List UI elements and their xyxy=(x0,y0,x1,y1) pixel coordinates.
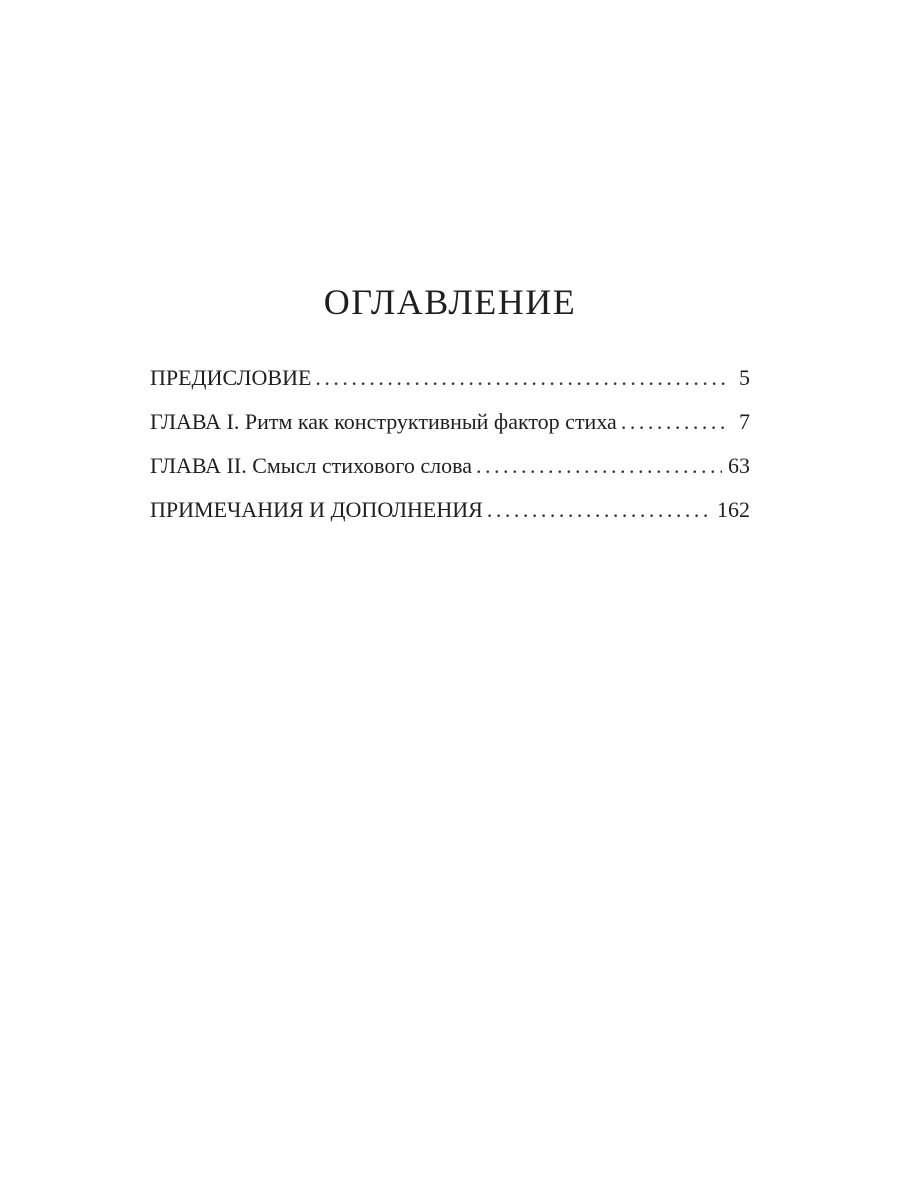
toc-entry-label: ГЛАВА I. Ритм как конструктивный фактор стиха xyxy=(150,409,617,434)
toc-entry-label: ПРИМЕЧАНИЯ И ДОПОЛНЕНИЯ xyxy=(150,497,483,522)
toc-entry-chapter-2 xyxy=(150,453,750,497)
toc-entry-notes xyxy=(150,497,750,541)
toc-entry-chapter-1 xyxy=(150,409,750,453)
toc-entry-preface xyxy=(150,365,750,409)
toc-entry-label: ПРЕДИСЛОВИЕ xyxy=(150,365,312,390)
toc-entry-page-number: 5 xyxy=(739,365,750,390)
toc-entry-page-number: 7 xyxy=(739,409,750,434)
toc-entry-page-number: 162 xyxy=(717,497,750,522)
toc-leader-dots xyxy=(621,409,730,435)
toc-title: ОГЛАВЛЕНИЕ xyxy=(323,282,577,322)
table-of-contents xyxy=(150,365,750,541)
toc-entry-page-number: 63 xyxy=(728,453,750,478)
toc-leader-dots xyxy=(487,497,711,523)
toc-leader-dots xyxy=(476,453,722,479)
toc-leader-dots xyxy=(315,365,730,391)
toc-entry-label: ГЛАВА II. Смысл стихового слова xyxy=(150,453,472,478)
